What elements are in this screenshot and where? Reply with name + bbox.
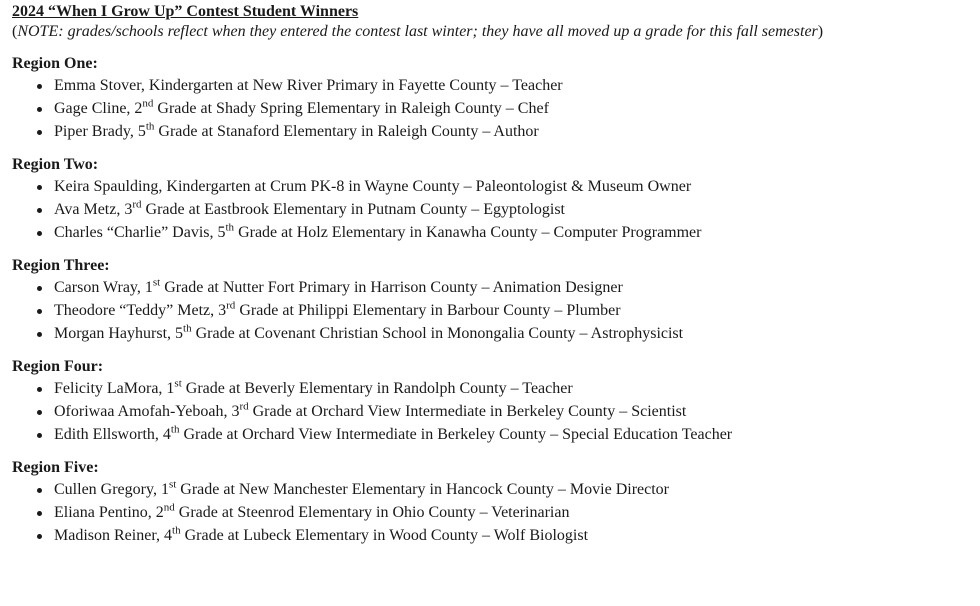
winner-list-item <box>37 377 968 400</box>
winner-text-post: at Crum PK-8 in Wayne County – Paleontologist & Museum Owner <box>250 178 692 195</box>
winner-list-item <box>37 400 968 423</box>
winner-text-post: Grade at Philippi Elementary in Barbour County – Plumber <box>235 302 621 319</box>
grade-ordinal-suffix: nd <box>163 501 175 514</box>
winner-text-pre: Madison Reiner, 4 <box>54 527 173 544</box>
winner-text-post: Grade at New Manchester Elementary in Hancock County – Movie Director <box>176 481 669 498</box>
page-title: 2024 “When I Grow Up” Contest Student Winners <box>12 3 359 20</box>
bullet-icon <box>37 185 42 190</box>
grade-ordinal-suffix: st <box>168 478 177 491</box>
winner-text-post: Grade at Holz Elementary in Kanawha County – Computer Programmer <box>234 224 702 241</box>
winner-text-post: Grade at Nutter Fort Primary in Harrison County – Animation Designer <box>160 279 623 296</box>
winner-list <box>12 175 968 244</box>
winner-list-item <box>37 478 968 501</box>
region-heading: Region Two: <box>12 156 99 173</box>
bullet-icon <box>37 433 42 438</box>
bullet-icon <box>37 534 42 539</box>
note-label: NOTE <box>17 23 59 40</box>
winner-text-post: Grade at Lubeck Elementary in Wood County – Wolf Biologist <box>180 527 589 544</box>
winner-list-item <box>37 299 968 322</box>
grade-ordinal-suffix: st <box>152 276 161 289</box>
winner-list <box>12 377 968 446</box>
region-section-3 <box>12 256 968 345</box>
winner-list-item <box>37 198 968 221</box>
note-close-paren: ) <box>817 23 824 40</box>
winner-text-pre: Morgan Hayhurst, 5 <box>54 325 184 342</box>
bullet-icon <box>37 410 42 415</box>
grade-ordinal-suffix: rd <box>239 400 249 413</box>
winner-text-pre: Felicity LaMora, 1 <box>54 380 175 397</box>
region-section-1 <box>12 54 968 143</box>
winner-text-post: at New River Primary in Fayette County – Teacher <box>233 77 563 94</box>
region-heading: Region Five: <box>12 459 99 476</box>
winner-text-pre: Oforiwaa Amofah-Yeboah, 3 <box>54 403 240 420</box>
winner-list-item <box>37 175 968 198</box>
bullet-icon <box>37 208 42 213</box>
bullet-icon <box>37 286 42 291</box>
grade-ordinal-suffix: rd <box>132 198 142 211</box>
winner-list-item <box>37 120 968 143</box>
regions-list <box>12 54 968 547</box>
winner-text-pre: Eliana Pentino, 2 <box>54 504 164 521</box>
grade-ordinal-suffix: th <box>172 524 181 537</box>
bullet-icon <box>37 387 42 392</box>
winner-text-pre: Ava Metz, 3 <box>54 201 133 218</box>
bullet-icon <box>37 84 42 89</box>
winner-list <box>12 478 968 547</box>
grade-ordinal-suffix: st <box>174 377 182 390</box>
bullet-icon <box>37 488 42 493</box>
winner-text-pre: Carson Wray, 1 <box>54 279 153 296</box>
bullet-icon <box>37 309 42 314</box>
winner-text-post: Grade at Orchard View Intermediate in Berkeley County – Special Education Teacher <box>179 426 733 443</box>
winner-list-item <box>37 97 968 120</box>
winner-list-item <box>37 423 968 446</box>
winner-text-pre: Emma Stover, Kindergarten <box>54 77 234 94</box>
winner-list-item <box>37 501 968 524</box>
winner-list <box>12 74 968 143</box>
grade-note <box>12 22 968 42</box>
winner-text-post: Grade at Eastbrook Elementary in Putnam County – Egyptologist <box>141 201 565 218</box>
region-section-5 <box>12 458 968 547</box>
winner-text-post: Grade at Stanaford Elementary in Raleigh County – Author <box>154 123 539 140</box>
winner-text-pre: Gage Cline, 2 <box>54 100 143 117</box>
grade-ordinal-suffix: th <box>225 221 235 234</box>
note-open-paren: ( <box>12 23 18 40</box>
region-heading: Region Four: <box>12 358 104 375</box>
grade-ordinal-suffix: rd <box>226 299 236 312</box>
winner-text-pre: Keira Spaulding, Kindergarten <box>54 178 251 195</box>
winner-text-pre: Theodore “Teddy” Metz, 3 <box>54 302 227 319</box>
grade-ordinal-suffix: th <box>145 120 155 133</box>
winner-text-post: Grade at Steenrod Elementary in Ohio County – Veterinarian <box>174 504 570 521</box>
bullet-icon <box>37 130 42 135</box>
region-section-4 <box>12 357 968 446</box>
bullet-icon <box>37 107 42 112</box>
bullet-icon <box>37 332 42 337</box>
winner-list-item <box>37 221 968 244</box>
winner-text-post: Grade at Covenant Christian School in Monongalia County – Astrophysicist <box>191 325 684 342</box>
note-body: : grades/schools reflect when they entered the contest last winter; they have all moved up a grade for this fall semester <box>58 23 818 40</box>
winner-list-item <box>37 276 968 299</box>
winner-text-pre: Piper Brady, 5 <box>54 123 146 140</box>
winner-text-pre: Edith Ellsworth, 4 <box>54 426 171 443</box>
region-heading: Region Three: <box>12 257 110 274</box>
winner-list-item <box>37 322 968 345</box>
winner-text-pre: Cullen Gregory, 1 <box>54 481 169 498</box>
region-section-2 <box>12 155 968 244</box>
bullet-icon <box>37 511 42 516</box>
winner-list <box>12 276 968 345</box>
winner-list-item <box>37 74 968 97</box>
grade-ordinal-suffix: nd <box>142 97 154 110</box>
winner-text-pre: Charles “Charlie” Davis, 5 <box>54 224 226 241</box>
region-heading: Region One: <box>12 55 98 72</box>
bullet-icon <box>37 231 42 236</box>
grade-ordinal-suffix: th <box>170 423 180 436</box>
winner-list-item <box>37 524 968 547</box>
grade-ordinal-suffix: th <box>183 322 192 335</box>
winner-text-post: Grade at Shady Spring Elementary in Raleigh County – Chef <box>153 100 549 117</box>
winner-text-post: Grade at Orchard View Intermediate in Berkeley County – Scientist <box>248 403 687 420</box>
winner-text-post: Grade at Beverly Elementary in Randolph County – Teacher <box>181 380 573 397</box>
